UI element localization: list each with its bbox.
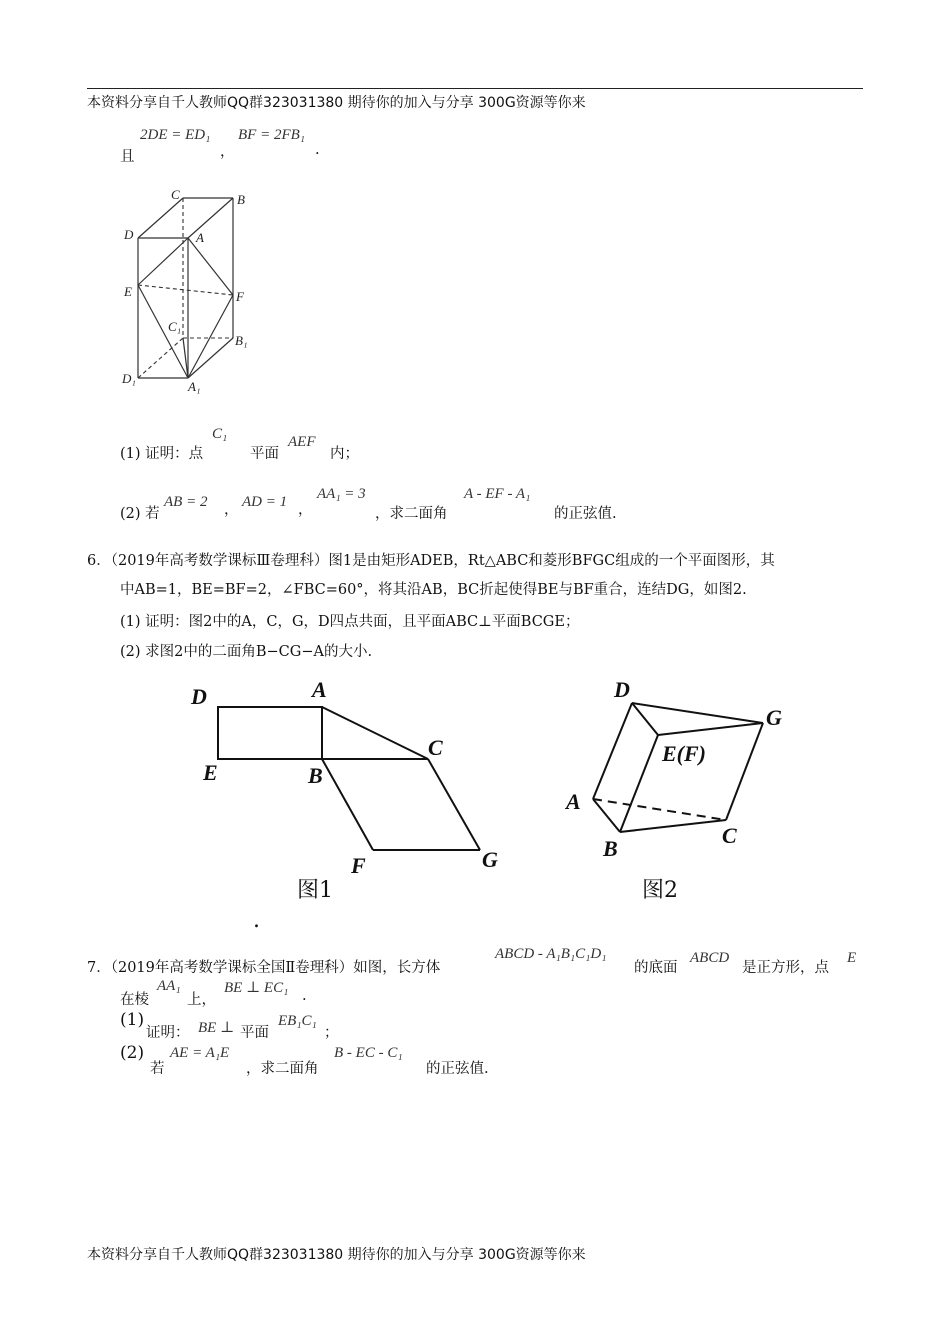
q6-part2: (2) 求图2中的二面角B−CG−A的大小. (120, 644, 373, 660)
q7-p2-num: (2) (120, 1043, 145, 1063)
q7-p1-m1: BE ⊥ (198, 1020, 235, 1036)
q5-part2-m1: AB = 2 (164, 494, 208, 510)
q5-part2-c: 的正弦值. (554, 506, 617, 522)
header-rule (87, 88, 863, 89)
q6-fig2-label: E(F) (662, 741, 706, 766)
q5-label: A (196, 230, 204, 245)
q5-label: B₁ (235, 333, 248, 348)
q5-part2-m3: AA₁ = 3 (317, 486, 366, 502)
q7-p1-num: (1) (120, 1010, 145, 1030)
q6-fig1-label: E (203, 760, 218, 785)
q7-line2-a: 在棱 (120, 992, 149, 1008)
q5-part2-m2: AD = 1 (242, 494, 288, 510)
q5-label: D (124, 227, 134, 242)
q5-part2-b: ，求二面角 (375, 506, 448, 522)
q5-part1-m2: AEF (288, 434, 316, 450)
q7-line1-m3: E (847, 950, 857, 966)
q7-p2-m1: AE = A₁E (170, 1045, 230, 1061)
q6-fig1-label: G (482, 847, 498, 872)
q5-part2-s1: ， (224, 502, 239, 518)
q5-part2-m4: A - EF - A₁ (464, 486, 531, 502)
q6-fig2-label: D (614, 677, 630, 702)
q6-fig1-label: A (312, 677, 327, 702)
q7-p2-m2: B - EC - C₁ (334, 1045, 403, 1061)
q5-part1-b: 平面 (250, 446, 279, 462)
q7-line2-b: 上， (187, 992, 216, 1008)
q5-part1-m1: C₁ (212, 426, 228, 442)
page-header: 本资料分享自千人教师QQ群323031380 期待你的加入与分享 300G资源等你来 (87, 95, 586, 111)
q5-label: C (171, 187, 180, 202)
q5-cond-eq1: 2DE = ED₁ (140, 127, 211, 143)
page-footer: 本资料分享自千人教师QQ群323031380 期待你的加入与分享 300G资源等你来 (87, 1247, 586, 1263)
q6-fig1-label: C (428, 735, 443, 760)
q5-part2-s2: ， (298, 502, 313, 518)
q5-part1-a: (1) 证明：点 (120, 446, 204, 462)
q7-line1-a: 7．（2019年高考数学课标全国Ⅱ卷理科）如图，长方体 (87, 960, 441, 976)
q5-figure (115, 180, 275, 400)
q7-p2-b: ，求二面角 (246, 1061, 319, 1077)
q7-p1-b: 平面 (240, 1025, 269, 1041)
q5-label: D₁ (122, 371, 136, 386)
q7-line1-m1: ABCD - A₁B₁C₁D₁ (495, 946, 607, 962)
q6-fig1-label: D (191, 684, 207, 709)
q5-cond-prefix: 且 (120, 149, 135, 165)
q6-fig1-label: B (308, 763, 323, 788)
q7-line2-c: . (302, 988, 307, 1004)
q5-part2-a: (2) 若 (120, 506, 160, 522)
q5-label: A₁ (188, 379, 201, 394)
q5-label: E (124, 284, 132, 299)
q5-cond-sep: ， (220, 144, 235, 160)
q6-figure2 (560, 675, 800, 915)
q6-fig2-caption: 图2 (642, 878, 678, 903)
q6-dot: . (253, 908, 260, 933)
q6-fig2-label: B (603, 836, 618, 861)
q6-line1: 6．（2019年高考数学课标Ⅲ卷理科）图1是由矩形ADEB，Rt△ABC和菱形BFGC组成的一个平面图形，其 (87, 553, 775, 569)
q7-line2-m2: BE ⊥ EC₁ (224, 980, 289, 996)
q5-cond-eq2: BF = 2FB₁ (238, 127, 305, 143)
q6-fig1-caption: 图1 (297, 878, 333, 903)
q7-line2-m1: AA₁ (157, 978, 181, 994)
q7-line1-b: 的底面 (634, 960, 678, 976)
q6-fig2-label: C (722, 823, 737, 848)
q6-fig2-label: G (766, 705, 782, 730)
q7-p2-c: 的正弦值. (426, 1061, 489, 1077)
q5-label: C₁ (168, 319, 182, 334)
q7-line1-m2: ABCD (690, 950, 730, 966)
q7-line1-c: 是正方形，点 (742, 960, 829, 976)
q6-fig2-label: A (566, 789, 581, 814)
q7-p1-m2: EB₁C₁ (278, 1013, 317, 1029)
q7-p1-a: 证明： (146, 1025, 190, 1041)
q7-p2-a: 若 (150, 1061, 165, 1077)
q5-part1-c: 内； (330, 446, 359, 462)
q5-label: B (237, 192, 245, 207)
q6-fig1-label: F (351, 853, 366, 878)
q7-p1-c: ； (324, 1025, 339, 1041)
q5-label: F (236, 289, 244, 304)
q5-cond-end: . (315, 142, 320, 158)
q6-line2: 中AB=1，BE=BF=2，∠FBC=60°，将其沿AB，BC折起使得BE与BF重合，连结DG，如图2. (120, 582, 747, 598)
q6-figure1 (185, 675, 525, 933)
q6-part1: (1) 证明：图2中的A，C，G，D四点共面，且平面ABC⊥平面BCGE； (120, 614, 580, 630)
